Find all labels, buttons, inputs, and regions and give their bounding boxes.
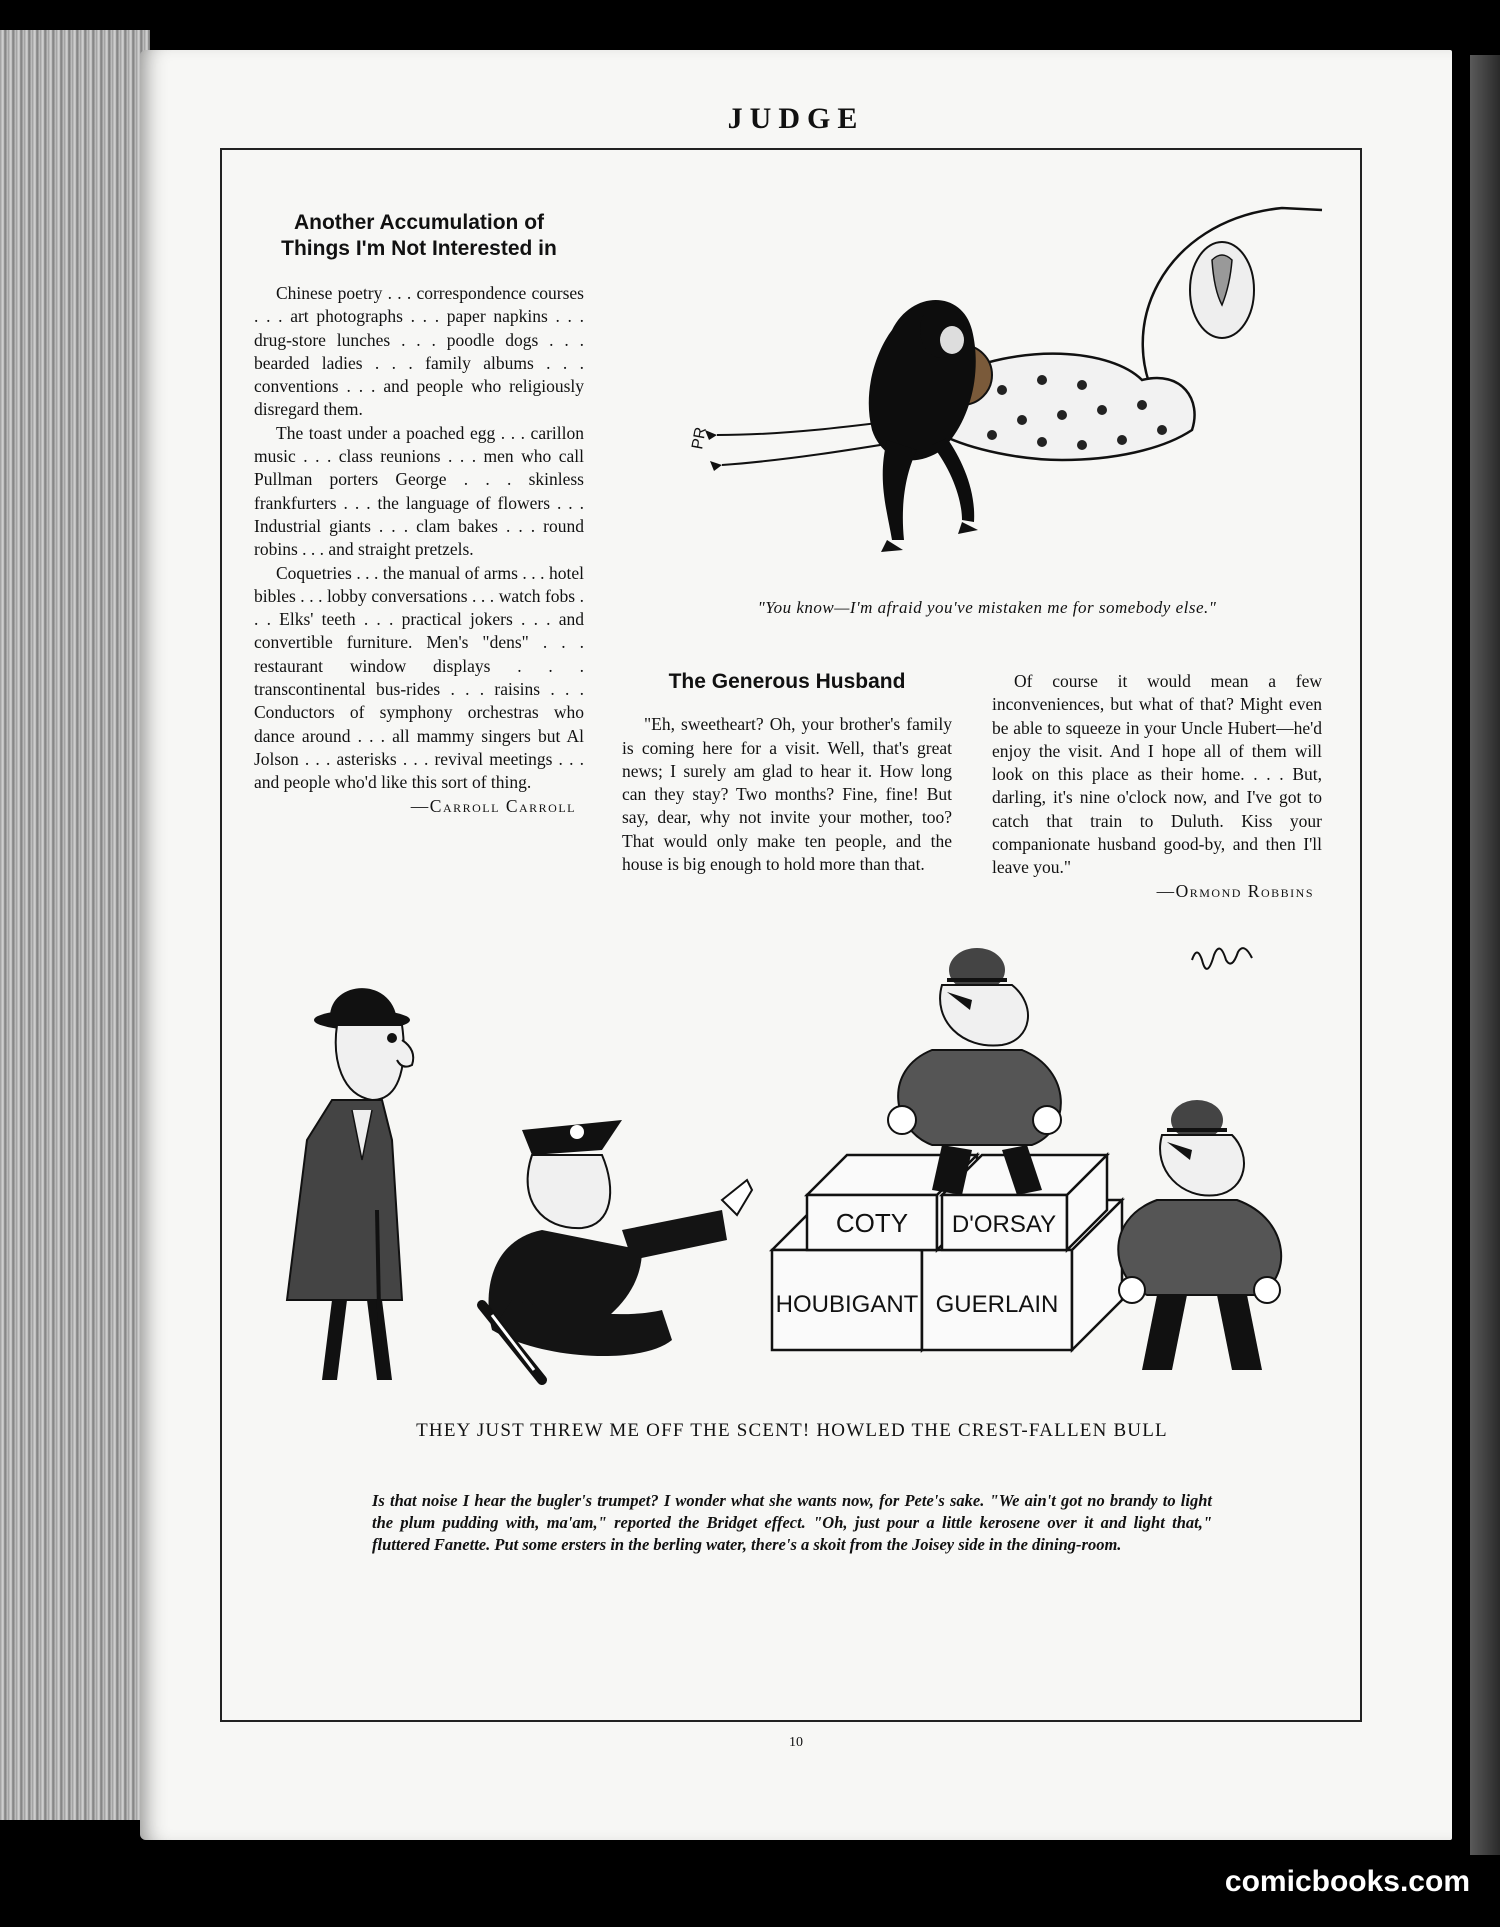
article-title: The Generous Husband <box>668 670 906 693</box>
article-title: Another Accumulation of Things I'm Not Interested in <box>281 211 557 260</box>
article-signature: —Ormond Robbins <box>1156 880 1314 901</box>
book-page-edges <box>0 30 150 1820</box>
box-label: COTY <box>835 1208 909 1238</box>
article-things-not-interested <box>254 210 584 818</box>
old-man-figure <box>287 988 413 1380</box>
article-paragraph: The toast under a poached egg . . . carillon music . . . class reunions . . . men who call Pullman porters George . . . skinless frankfurters . . . the language of flowers . . . Industrial giants . . . clam bakes . . . round robins . . . and straight pretzels. <box>254 422 584 560</box>
box-label: GUERLAIN <box>935 1291 1059 1318</box>
article-signature: —Carroll Carroll <box>410 795 576 816</box>
box-label: D'ORSAY <box>951 1211 1057 1238</box>
book-cover-edge <box>1470 55 1500 1855</box>
page-number: 10 <box>789 1735 803 1750</box>
article-paragraph: Chinese poetry . . . correspondence courses . . . art photographs . . . paper napkins . . . drug-store lunches . . . poodle dogs . . . bearded ladies . . . family albums . . . conventions . . . and people who religiously disregard them. <box>254 283 584 420</box>
cartoon-paragraph: Is that noise I hear the bugler's trumpet? I wonder what she wants now, for Pete's sake. "We ain't got no brandy to light the plum pudding with, ma'am," reported the Bridget effect. "Oh, just pour a little kerosene over it and light that," fluttered Fanette. Put some ersters in the berling water, there's a skoit from the Joisey side in the dining-room. <box>372 1491 1212 1554</box>
article-paragraph: Of course it would mean a few inconveniences, but what of that? Might even be able to squeeze in your Uncle Hubert—he'd enjoy the visit. And I hope all of them will look on this place as their home. . . . But, darling, it's nine o'clock now, and I've got to catch that train to Duluth. Kiss your companionate husband good-by, and then I'll leave you." <box>992 671 1322 878</box>
svg-text:PR: PR <box>689 425 710 451</box>
article-generous-husband-continued <box>992 670 1322 903</box>
cartoon-title-caption: THEY JUST THREW ME OFF THE SCENT! HOWLED THE CREST-FALLEN BULL <box>416 1420 1168 1441</box>
article-paragraph: Coquetries . . . the manual of arms . . . hotel bibles . . . lobby conversations . . . watch fobs . . . Elks' teeth . . . practical jokers . . . and convertible furniture. Men's "dens" . . . restaurant window displays . . . transcontinental bus-rides . . . raisins . . . Conductors of symphony orchestras who dance around . . . all mammy singers but Al Jolson . . . asterisks . . . revival meetings . . . and people who'd like this sort of thing. <box>254 562 584 793</box>
article-generous-husband <box>622 670 952 876</box>
cartoon-caption: "You know—I'm afraid you've mistaken me for somebody else." <box>757 598 1217 617</box>
cartoon-couple-illustration <box>642 180 1332 620</box>
cartoon-perfume-boxes-illustration <box>242 910 1342 1400</box>
article-paragraph: "Eh, sweetheart? Oh, your brother's family is coming here for a visit. Well, that's great news; I surely am glad to hear it. How long can they stay? Two months? Fine, fine! But say, dear, why not invite your mother, too? That would only make ten people, and the house is big enough to hold more than that. <box>622 714 952 875</box>
magazine-page <box>140 50 1452 1840</box>
box-label: HOUBIGANT <box>775 1291 919 1318</box>
masthead: JUDGE <box>727 102 865 135</box>
policeman-figure <box>482 1120 752 1380</box>
watermark: comicbooks.com <box>1224 1865 1470 1898</box>
content-frame <box>220 148 1362 1722</box>
thug-right-figure <box>1118 1100 1281 1370</box>
